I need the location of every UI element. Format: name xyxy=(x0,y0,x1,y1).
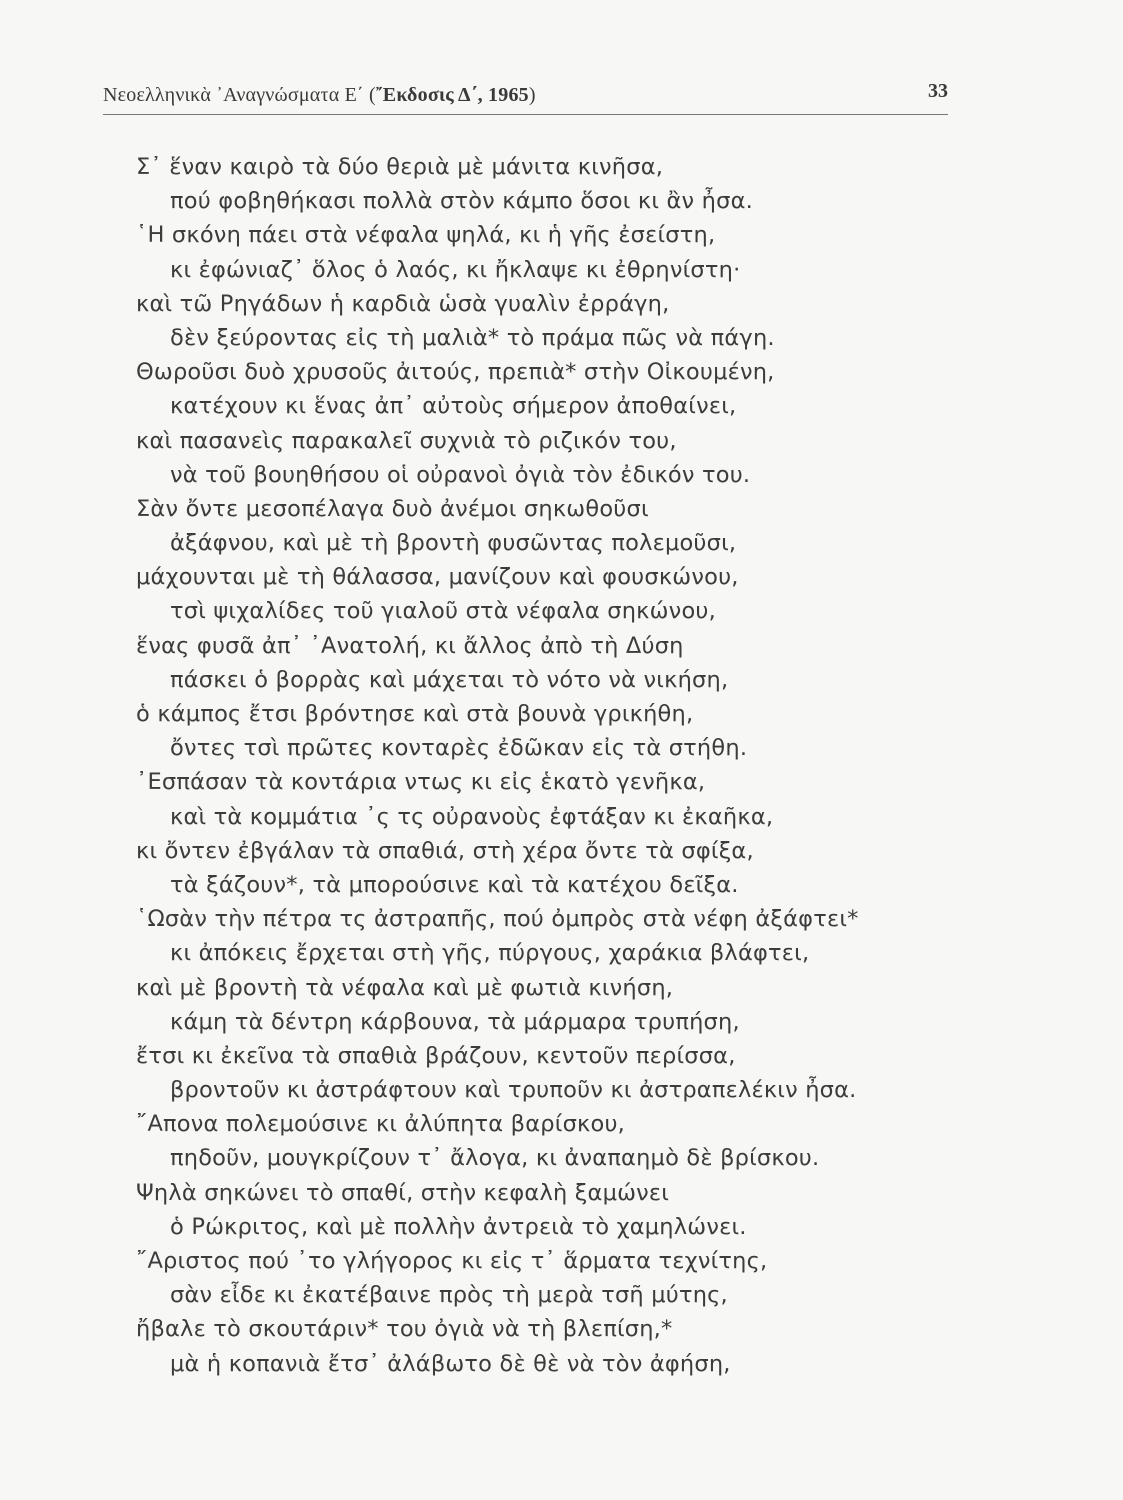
poem-line: σὰν εἶδε κι ἐκατέβαινε πρὸς τὴ μερὰ τσῆ μύτης, xyxy=(170,1282,728,1309)
header-rule xyxy=(103,114,948,115)
poem-line: δὲν ξεύροντας εἰς τὴ μαλιὰ* τὸ πράμα πῶς νὰ πάγη. xyxy=(170,324,775,351)
header-title xyxy=(103,84,536,107)
poem-line: τὰ ξάζουν*, τὰ μπορούσινε καὶ τὰ κατέχου δεῖξα. xyxy=(170,871,739,898)
poem-line: κατέχουν κι ἕνας ἀπ᾿ αὐτοὺς σήμερον ἀποθαίνει, xyxy=(170,393,737,420)
poem-line: ἕνας φυσᾶ ἀπ᾿ ᾿Ανατολή, κι ἄλλος ἀπὸ τὴ Δύση xyxy=(136,632,684,659)
poem-line: ὁ κάμπος ἔτσι βρόντησε καὶ στὰ βουνὰ γρικήθη, xyxy=(136,701,694,727)
poem-line: ἔτσι κι ἐκεῖνα τὰ σπαθιὰ βράζουν, κεντοῦν περίσσα, xyxy=(136,1042,736,1069)
poem-line: κι ἀπόκεις ἔρχεται στὴ γῆς, πύργους, χαράκια βλάφτει, xyxy=(170,940,810,967)
poem-line: βροντοῦν κι ἀστράφτουν καὶ τρυποῦν κι ἀστραπελέκιν ἦσα. xyxy=(170,1077,857,1104)
header-edition: ῎Εκδοσις Δ΄, 1965 xyxy=(375,84,529,106)
poem-text xyxy=(136,150,986,1381)
poem-line: Σ᾿ ἕναν καιρὸ τὰ δύο θεριὰ μὲ μάνιτα κινῆσα, xyxy=(136,154,664,180)
poem-line: μάχουνται μὲ τὴ θάλασσα, μανίζουν καὶ φουσκώνου, xyxy=(136,564,739,591)
poem-line: τσὶ ψιχαλίδες τοῦ γιαλοῦ στὰ νέφαλα σηκώνου, xyxy=(170,598,716,625)
poem-line: ἀξάφνου, καὶ μὲ τὴ βροντὴ φυσῶντας πολεμοῦσι, xyxy=(170,530,737,557)
poem-line: καὶ πασανεὶς παρακαλεῖ συχνιὰ τὸ ριζικόν του, xyxy=(136,427,677,454)
poem-line: Σὰν ὄντε μεσοπέλαγα δυὸ ἀνέμοι σηκωθοῦσι xyxy=(136,495,649,522)
poem-line: ᾿Εσπάσαν τὰ κοντάρια ντως κι εἰς ἑκατὸ γενῆκα, xyxy=(136,769,706,796)
page-number: 33 xyxy=(928,80,948,102)
poem-line: κι ὄντεν ἐβγάλαν τὰ σπαθιά, στὴ χέρα ὄντε τὰ σφίξα, xyxy=(136,837,754,864)
poem-line: πάσκει ὁ βορρὰς καὶ μάχεται τὸ νότο νὰ νικήση, xyxy=(170,666,729,693)
poem-line: καὶ τὰ κομμάτια ᾿ς τς οὐρανοὺς ἐφτάξαν κι ἐκαῆκα, xyxy=(170,803,774,830)
poem-line: ῎Αριστος πού ᾿το γλήγορος κι εἰς τ᾿ ἅρματα τεχνίτης, xyxy=(136,1248,768,1274)
poem-line: μὰ ἡ κοπανιὰ ἔτσ᾿ ἀλάβωτο δὲ θὲ νὰ τὸν ἀφήση, xyxy=(170,1350,731,1377)
header-book-title: Νεοελληνικὰ ᾿Αναγνώσματα Ε΄ ( xyxy=(103,84,376,106)
poem-line: ὁ Ρώκριτος, καὶ μὲ πολλὴν ἀντρειὰ τὸ χαμηλώνει. xyxy=(170,1213,747,1240)
poem-line: ῾Ωσὰν τὴν πέτρα τς ἀστραπῆς, πού ὀμπρὸς στὰ νέφη ἀξάφτει* xyxy=(136,906,859,933)
poem-line: πού φοβηθήκασι πολλὰ στὸν κάμπο ὅσοι κι ἂν ἦσα. xyxy=(170,188,753,215)
poem-line: καὶ μὲ βροντὴ τὰ νέφαλα καὶ μὲ φωτιὰ κινήση, xyxy=(136,974,674,1001)
poem-line: κάμη τὰ δέντρη κάρβουνα, τὰ μάρμαρα τρυπήση, xyxy=(170,1008,740,1035)
poem-line: κι ἐφώνιαζ᾿ ὅλος ὁ λαός, κι ἤκλαψε κι ἐθρηνίστη· xyxy=(170,256,741,283)
header-close-paren: ) xyxy=(528,84,536,106)
running-header xyxy=(103,80,948,114)
poem-line: ὄντες τσὶ πρῶτες κονταρὲς ἐδῶκαν εἰς τὰ στήθη. xyxy=(170,735,748,762)
poem-line: νὰ τοῦ βουηθήσου οἱ οὐρανοὶ ὀγιὰ τὸν ἐδικόν του. xyxy=(170,461,751,488)
poem-line: ῾Η σκόνη πάει στὰ νέφαλα ψηλά, κι ἡ γῆς ἐσείστη, xyxy=(136,222,716,249)
poem-line: Ψηλὰ σηκώνει τὸ σπαθί, στὴν κεφαλὴ ξαμώνει xyxy=(136,1179,670,1206)
poem-line: πηδοῦν, μουγκρίζουν τ᾿ ἄλογα, κι ἀναπαημὸ δὲ βρίσκου. xyxy=(170,1145,820,1172)
poem-line: ῎Απονα πολεμούσινε κι ἀλύπητα βαρίσκου, xyxy=(136,1111,626,1138)
poem-line: ἤβαλε τὸ σκουτάριν* του ὀγιὰ νὰ τὴ βλεπίση,* xyxy=(136,1316,673,1343)
poem-line: Θωροῦσι δυὸ χρυσοῦς ἀιτούς, πρεπιὰ* στὴν Οἰκουμένη, xyxy=(136,359,775,386)
poem-line: καὶ τῶ Ρηγάδων ἡ καρδιὰ ὡσὰ γυαλὶν ἐρράγη, xyxy=(136,290,670,317)
